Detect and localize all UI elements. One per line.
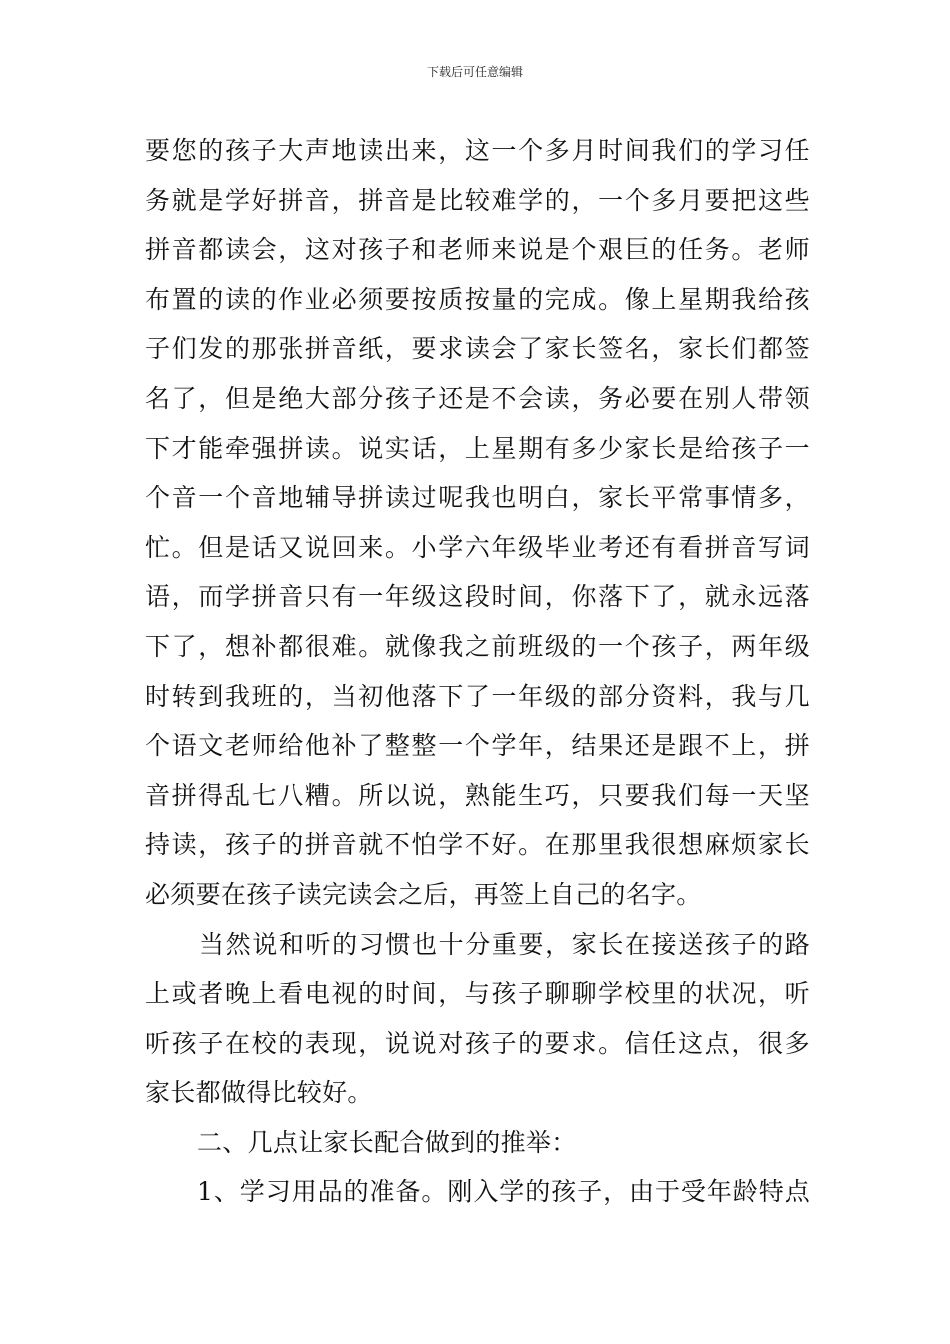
text-line: 要您的孩子大声地读出来，这一个多月时间我们的学习任 [145, 136, 810, 165]
text-line: 下才能牵强拼读。说实话，上星期有多少家长是给孩子一 [145, 433, 810, 463]
text-line: 音拼得乱七八糟。所以说，熟能生巧，只要我们每一天坚 [145, 780, 810, 810]
text-line: 持读，孩子的拼音就不怕学不好。在那里我很想麻烦家长 [145, 830, 810, 860]
text-line: 家长都做得比较好。 [145, 1078, 373, 1108]
text-line: 必须要在孩子读完读会之后，再签上自己的名字。 [145, 879, 702, 909]
text-line: 忙。但是话又说回来。小学六年级毕业考还有看拼音写词 [145, 532, 810, 562]
text-line: 名了，但是绝大部分孩子还是不会读，务必要在别人带领 [145, 383, 810, 413]
list-item-line: 1、学习用品的准备。刚入学的孩子，由于受年龄特点 [197, 1177, 810, 1207]
text-line: 语，而学拼音只有一年级这段时间，你落下了，就永远落 [145, 582, 810, 612]
text-line: 务就是学好拼音，拼音是比较难学的，一个多月要把这些 [145, 185, 810, 215]
text-line: 上或者晚上看电视的时间，与孩子聊聊学校里的状况，听 [145, 979, 810, 1009]
text-line: 时转到我班的，当初他落下了一年级的部分资料，我与几 [145, 681, 810, 711]
text-line: 布置的读的作业必须要按质按量的完成。像上星期我给孩 [145, 284, 810, 314]
page-header: 下载后可任意编辑 [426, 65, 523, 79]
document-body [145, 126, 810, 1217]
section-heading: 二、几点让家长配合做到的推举： [197, 1127, 577, 1157]
text-line: 子们发的那张拼音纸，要求读会了家长签名，家长们都签 [145, 334, 810, 364]
text-line: 拼音都读会，这对孩子和老师来说是个艰巨的任务。老师 [145, 235, 810, 265]
text-line: 个语文老师给他补了整整一个学年，结果还是跟不上，拼 [145, 731, 810, 761]
text-line: 个音一个音地辅导拼读过呢我也明白，家长平常事情多， [145, 483, 810, 513]
paragraph-start-line: 当然说和听的习惯也十分重要，家长在接送孩子的路 [199, 929, 810, 959]
text-line: 下了，想补都很难。就像我之前班级的一个孩子，两年级 [145, 631, 810, 661]
text-line: 听孩子在校的表现，说说对孩子的要求。信任这点，很多 [145, 1028, 810, 1058]
